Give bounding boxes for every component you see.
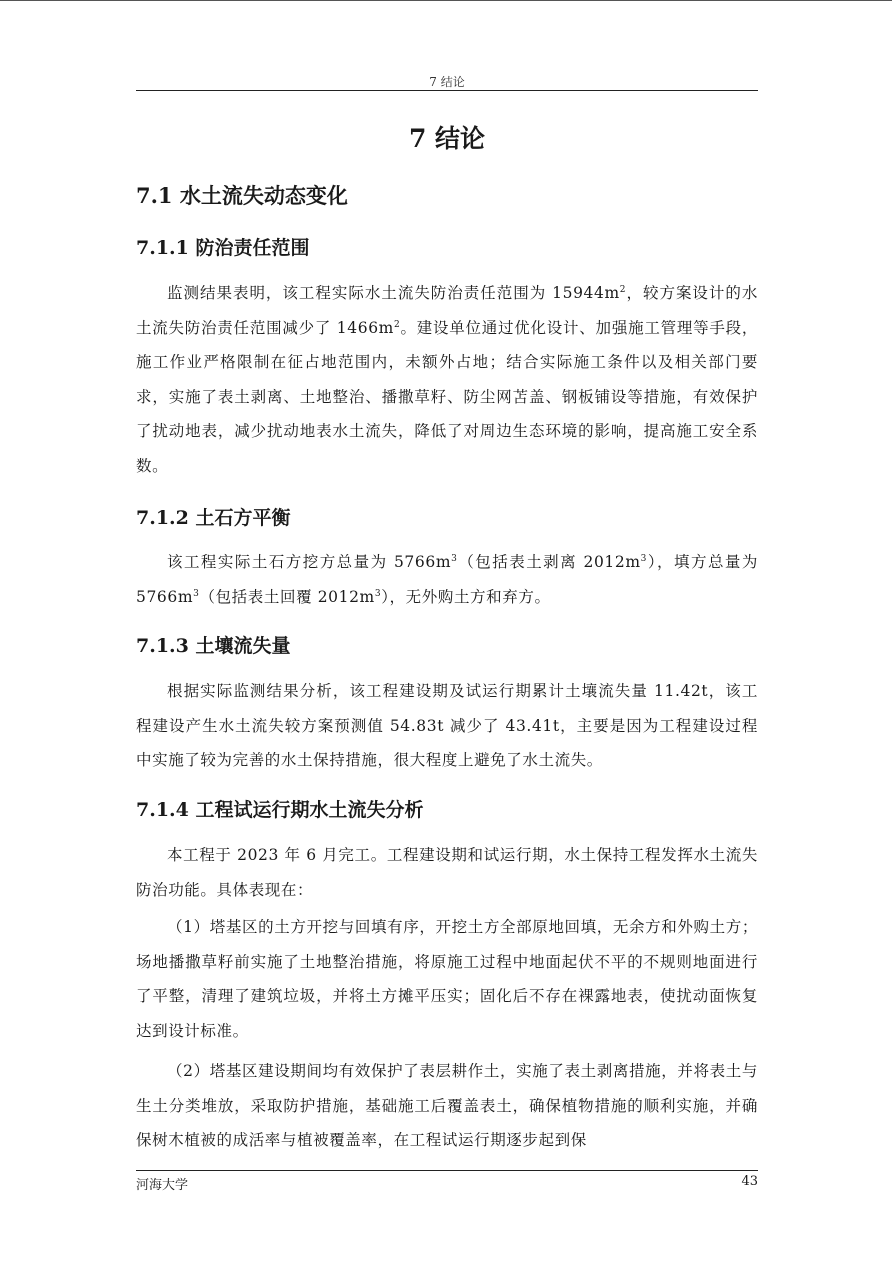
subsection-heading-soil-loss: 7.1.3 土壤流失量 [136,635,291,657]
subsection-heading-trial-operation: 7.1.4 工程试运行期水土流失分析 [136,799,424,821]
page-number: 43 [741,1174,758,1189]
running-header: 7 结论 [429,75,465,89]
header-divider [136,90,758,91]
page-top-edge [0,0,892,1]
paragraph-trial-operation-intro: 本工程于 2023 年 6 月完工。工程建设期和试运行期，水土保持工程发挥水土流失防治功能。具体表现在： [136,846,758,899]
paragraph-tower-area-earthwork: （1）塔基区的土方开挖与回填有序，开挖土方全部原地回填，无余方和外购土方；场地播撒草籽前实施了土地整治措施，将原施工过程中地面起伏不平的不规则地面进行了平整，清理了建筑垃圾，并将土方摊平压实；固化后不存在裸露地表，使扰动面恢复达到设计标准。 [136,918,758,1040]
paragraph-earthwork-balance: 该工程实际土石方挖方总量为 $5766m^3$（包括表土剥离 $2012m^3$），填方总量为 $5766m^3$（包括表土回覆 $2012m^3$），无外购土方和弃方。 [136,553,758,606]
chapter-title: 7 结论 [408,124,486,153]
section-heading: 7.1 水土流失动态变化 [136,183,348,208]
subsection-heading-responsibility-scope: 7.1.1 防治责任范围 [136,237,310,259]
footer-institution: 河海大学 [136,1178,189,1193]
paragraph-soil-loss: 根据实际监测结果分析，该工程建设期及试运行期累计土壤流失量 11.42t，该工程建设产生水土流失较方案预测值 54.83t 减少了 43.41t，主要是因为工程建设过程中实施了较为完善的水土保持措施，很大程度上避免了水土流失。 [136,682,758,769]
paragraph-responsibility-scope: 监测结果表明，该工程实际水土流失防治责任范围为 $15944m^2$，较方案设计的水土流失防治责任范围减少了 $1466m^2$。建设单位通过优化设计、加强施工管理等手段，施工作业严格限制在征占地范围内，未额外占地；结合实际施工条件以及相关部门要求，实施了表土剥离、土地整治、播撒草籽、防尘网苫盖、钢板铺设等措施，有效保护了扰动地表，减少扰动地表水土流失，降低了对周边生态环境的影响，提高施工安全系数。 [136,284,758,475]
subsection-heading-earthwork-balance: 7.1.2 土石方平衡 [136,507,291,529]
paragraph-tower-area-topsoil: （2）塔基区建设期间均有效保护了表层耕作土，实施了表土剥离措施，并将表土与生土分类堆放，采取防护措施，基础施工后覆盖表土，确保植物措施的顺利实施，并确保树木植被的成活率与植被覆盖率，在工程试运行期逐步起到保 [136,1062,758,1149]
footer-divider [136,1170,758,1171]
